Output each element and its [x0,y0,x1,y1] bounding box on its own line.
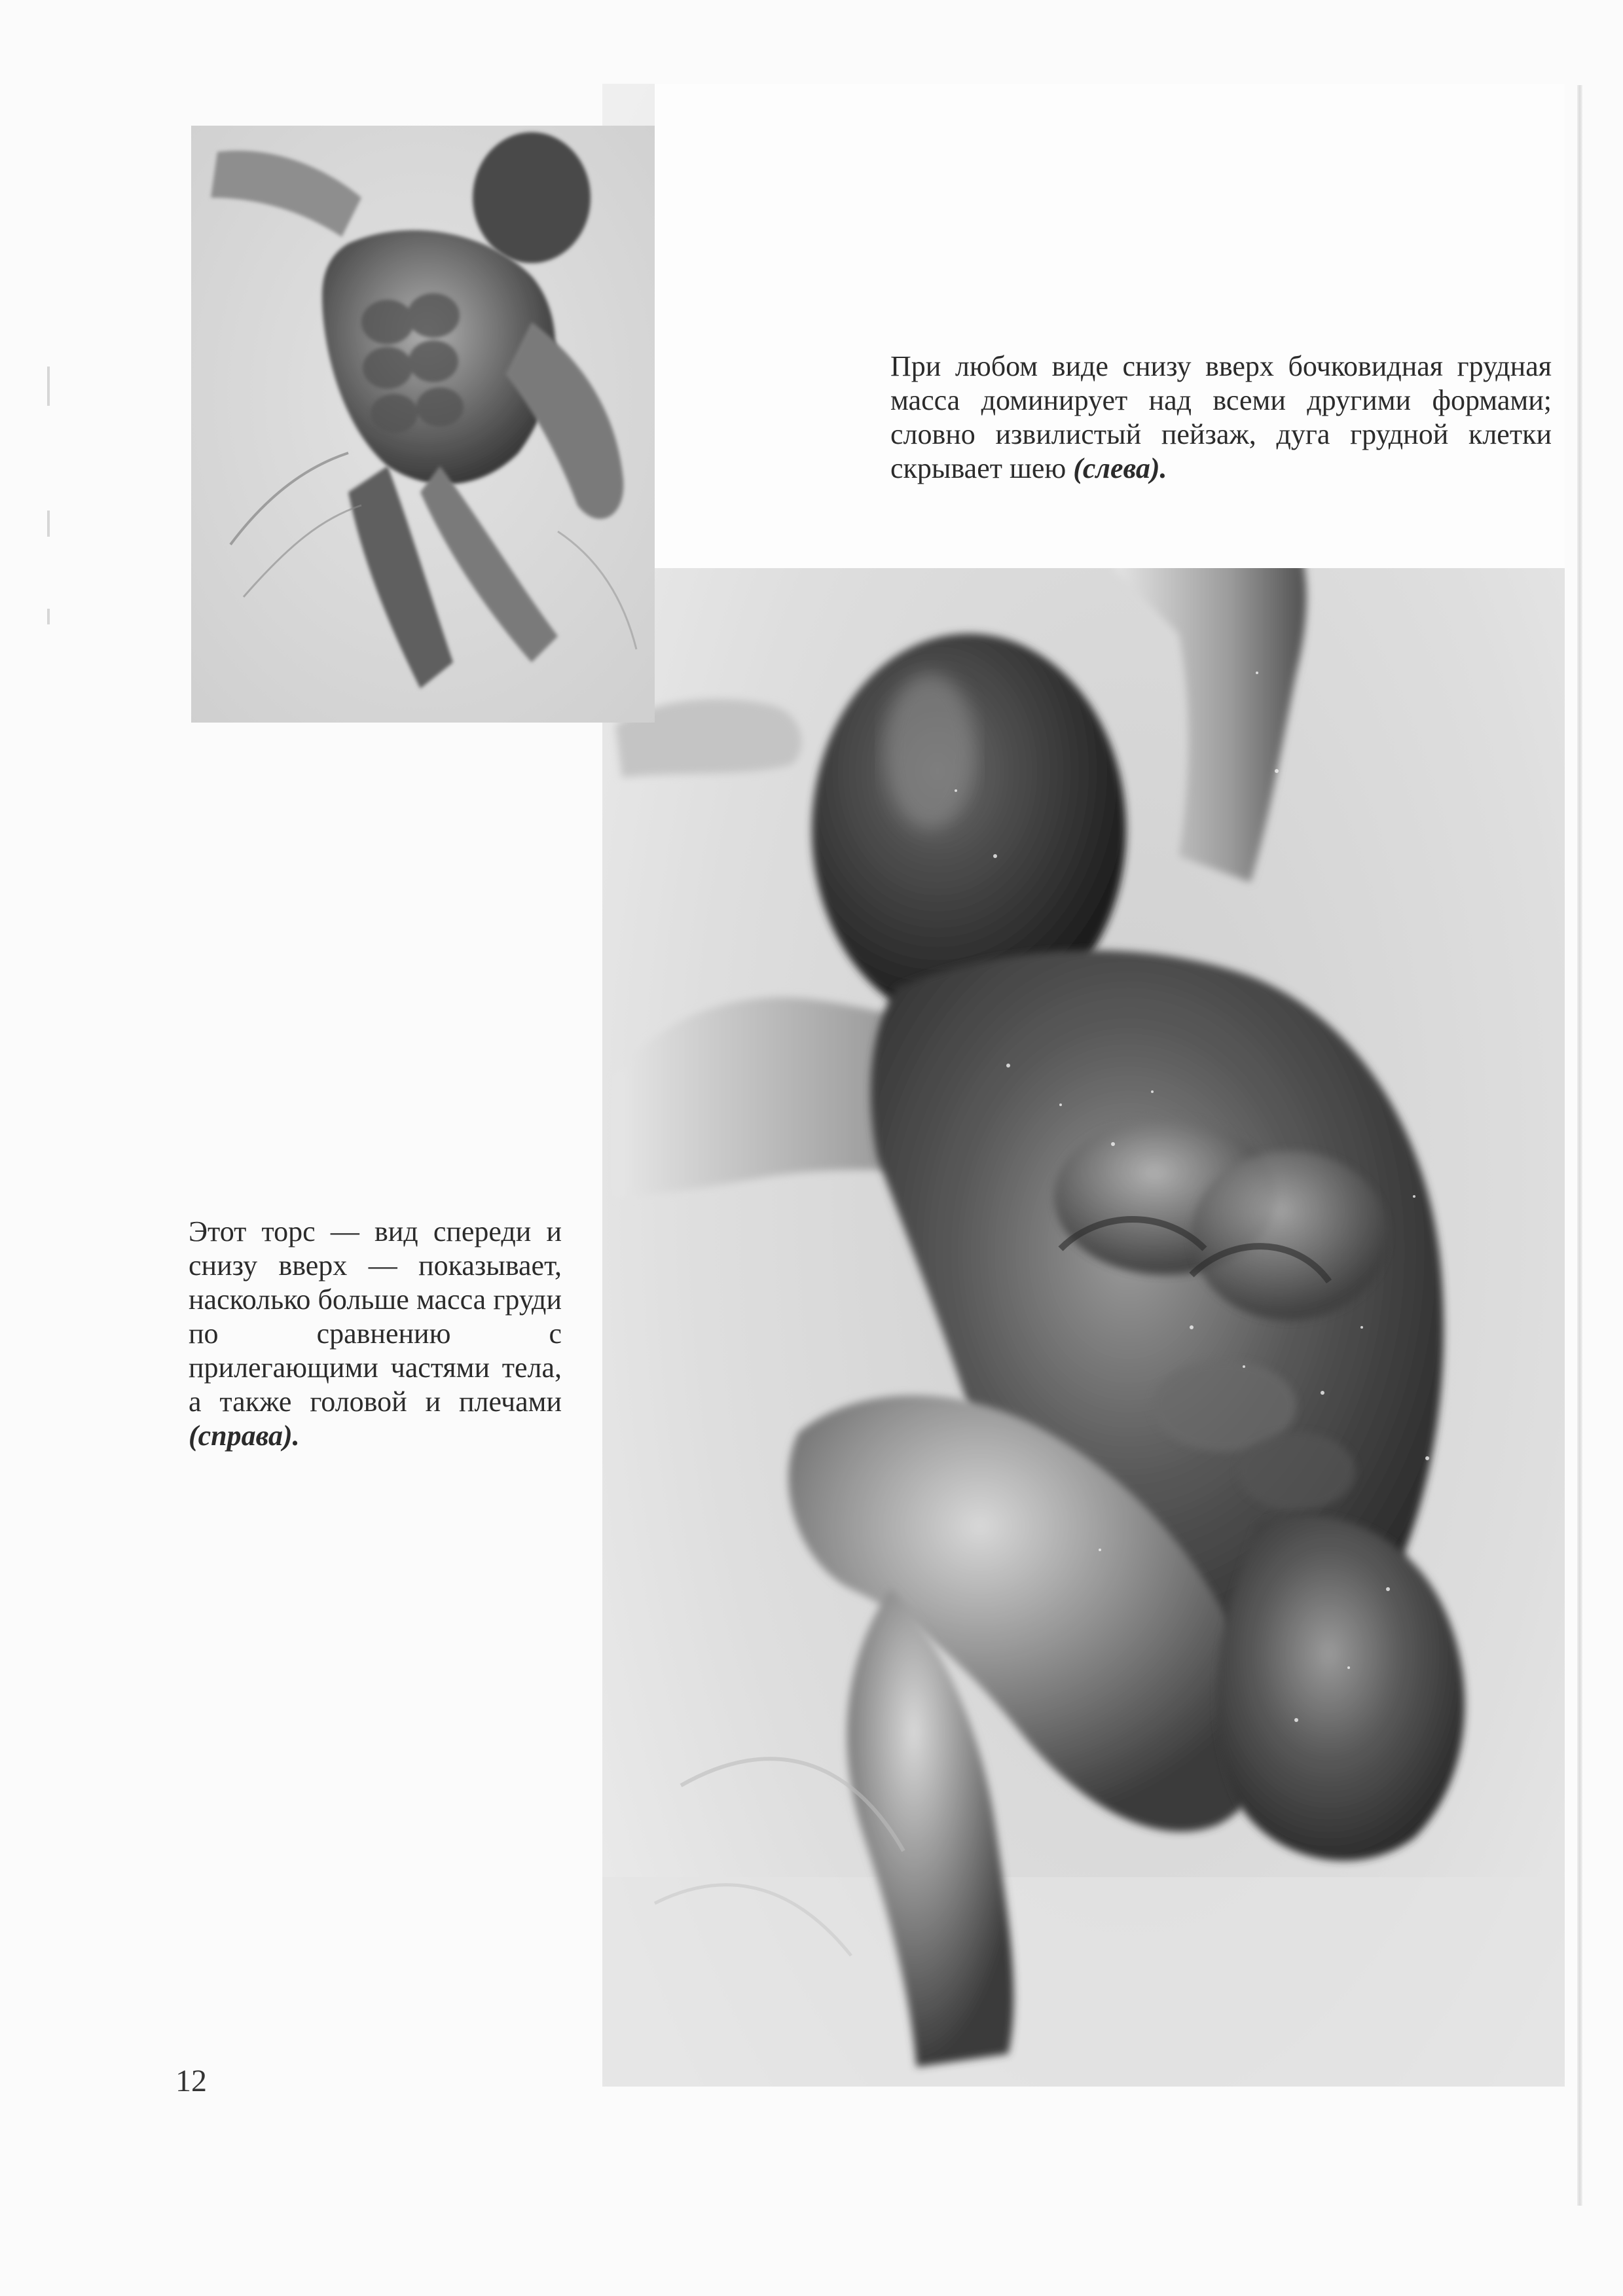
scan-mark [47,609,50,624]
caption-top-right-emphasis: (слева). [1073,452,1167,484]
scan-edge-shadow [1577,85,1582,2206]
caption-left-emphasis: (справа). [189,1420,300,1452]
scan-mark [47,511,50,537]
caption-background [655,84,1565,568]
scan-mark [47,367,50,406]
caption-top-right [890,350,1552,486]
torso-drawing-small [191,126,655,723]
caption-left [189,1215,562,1453]
page-number: 12 [175,2064,207,2098]
caption-left-text: Этот торс — вид спереди и снизу вверх — показывает, насколько больше масса груди по сравнению с прилегающими частями тела, а также головой и плечами [189,1215,562,1418]
caption-top-right-text: При любом виде снизу вверх бочковидная грудная масса доминирует над всеми другими формами; словно извилистый пейзаж, дуга грудной клетки скрывает шею [890,350,1552,484]
